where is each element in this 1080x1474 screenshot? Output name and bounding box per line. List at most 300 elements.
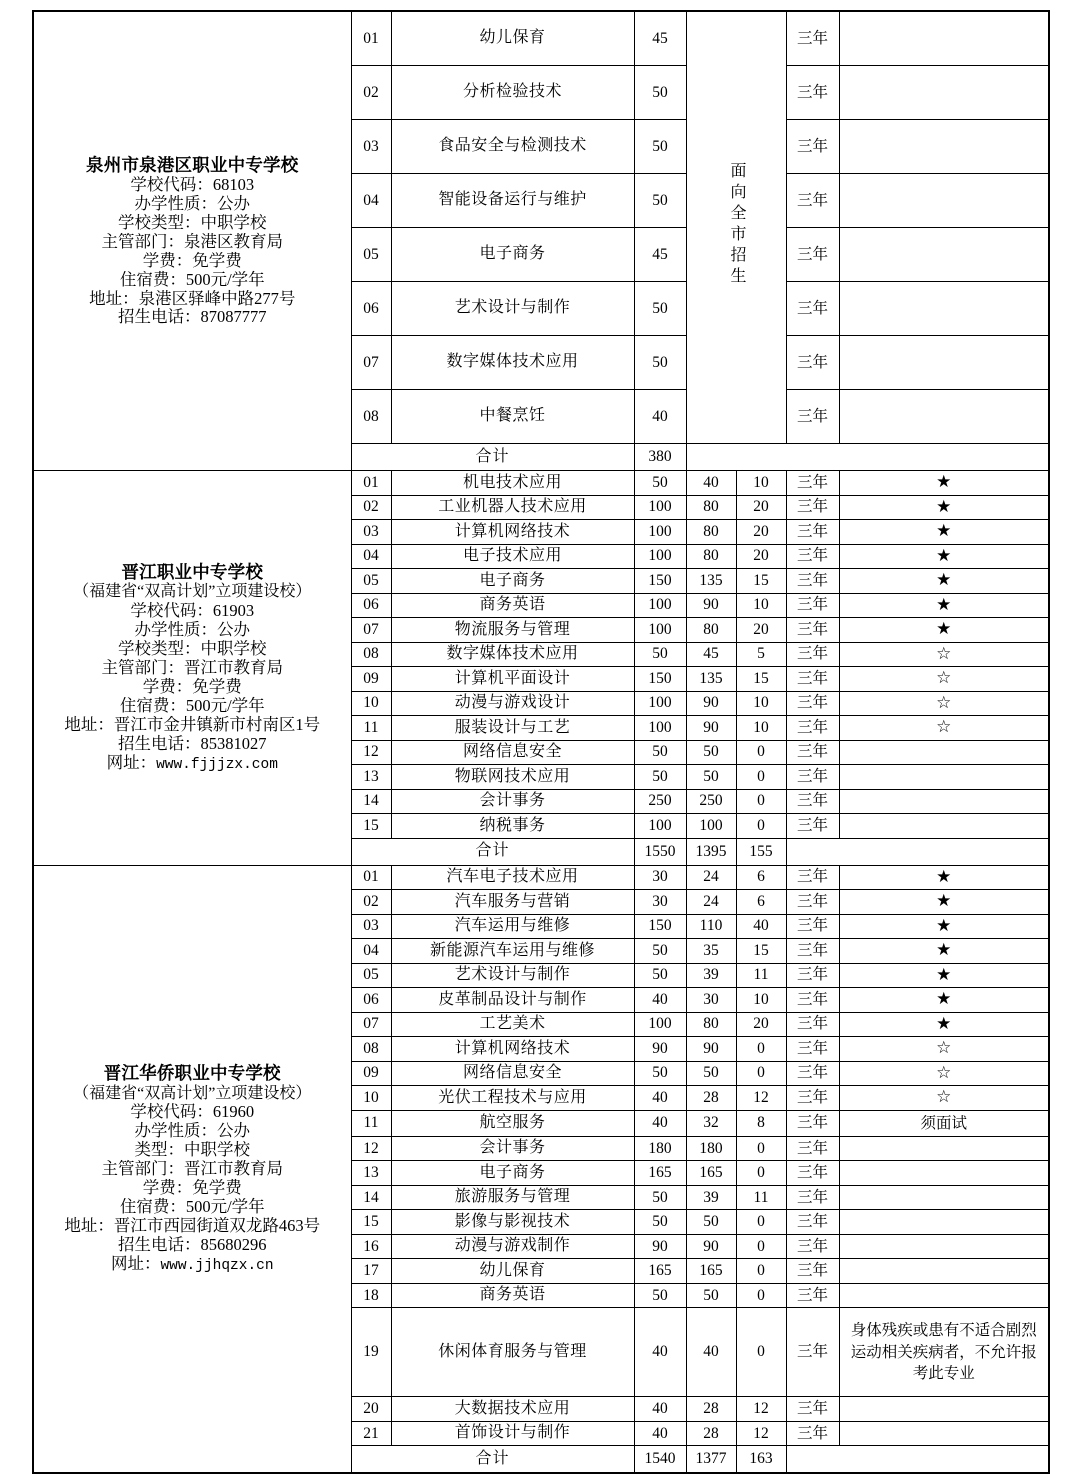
remark-cell [839,1210,1049,1235]
major-name-cell: 服装设计与工艺 [391,716,634,741]
study-length-cell: 三年 [786,593,839,618]
plan-vocational-cell: 15 [736,569,786,594]
major-code-cell: 02 [351,890,391,915]
school-detail-line: 地址：晋江市金井镇新市村南区1号 [64,714,321,734]
study-length-cell: 三年 [786,765,839,790]
star-open-icon: ☆ [936,668,952,688]
school-website [34,754,351,774]
major-code-cell: 07 [351,1012,391,1037]
remark-cell [839,228,1049,282]
plan-total-cell: 90 [634,1037,686,1062]
plan-vocational-cell: 0 [736,1210,786,1235]
plan-total-cell: 100 [634,544,686,569]
major-name-cell: 数字媒体技术应用 [391,642,634,667]
remark-cell [839,336,1049,390]
major-name-cell: 电子商务 [391,228,634,282]
school-subtitle: （福建省“双高计划”立项建设校） [73,583,312,601]
major-name-cell: 商务英语 [391,593,634,618]
school-detail-line: 招生电话：85680296 [118,1234,267,1254]
major-code-cell: 10 [351,1086,391,1111]
major-name-cell: 电子商务 [391,1161,634,1186]
plan-total-cell: 50 [634,1185,686,1210]
major-name-cell: 机电技术应用 [391,471,634,496]
plan-total-cell: 50 [634,282,686,336]
plan-total-cell: 40 [634,1421,686,1446]
school-detail-line: 学校代码：68103 [130,174,255,194]
major-name-cell: 休闲体育服务与管理 [391,1308,634,1397]
major-name-cell: 皮革制品设计与制作 [391,988,634,1013]
study-length-cell: 三年 [786,66,839,120]
major-code-cell: 09 [351,667,391,692]
remark-cell [839,890,1049,915]
study-length-cell: 三年 [786,1234,839,1259]
major-code-cell: 15 [351,814,391,839]
summary-blank-cell [786,838,1049,865]
major-code-cell: 03 [351,120,391,174]
major-name-cell: 工艺美术 [391,1012,634,1037]
remark-cell [839,939,1049,964]
major-name-cell: 纳税事务 [391,814,634,839]
major-name-cell: 会计事务 [391,789,634,814]
plan-vocational-cell: 10 [736,691,786,716]
major-code-cell: 01 [351,865,391,890]
plan-general-cell: 50 [686,740,736,765]
remark-cell [839,988,1049,1013]
star-filled-icon: ★ [936,521,952,541]
major-name-cell: 计算机网络技术 [391,520,634,545]
study-length-cell: 三年 [786,520,839,545]
remark-cell [839,1037,1049,1062]
plan-vocational-cell: 20 [736,1012,786,1037]
study-length-cell: 三年 [786,1037,839,1062]
admissions-plan-table [32,10,1050,1474]
plan-total-cell: 50 [634,66,686,120]
plan-general-cell: 24 [686,890,736,915]
star-open-icon: ☆ [936,1062,952,1082]
remark-cell [839,1397,1049,1422]
school-detail-line: 招生电话：87087777 [118,307,267,327]
star-filled-icon: ★ [936,545,952,565]
study-length-cell: 三年 [786,228,839,282]
plan-total-cell: 45 [634,11,686,66]
plan-general-cell: 135 [686,667,736,692]
major-code-cell: 04 [351,939,391,964]
remark-cell [839,1012,1049,1037]
plan-total-cell: 50 [634,939,686,964]
plan-total-cell: 100 [634,520,686,545]
major-name-cell: 汽车服务与营销 [391,890,634,915]
major-name-cell: 会计事务 [391,1136,634,1161]
school-detail-line: 主管部门：晋江市教育局 [101,657,283,677]
plan-vocational-cell: 6 [736,865,786,890]
major-name-cell: 数字媒体技术应用 [391,336,634,390]
major-name-cell: 汽车运用与维修 [391,914,634,939]
plan-general-cell: 135 [686,569,736,594]
major-code-cell: 21 [351,1421,391,1446]
school-detail-line: 学校代码：61960 [130,1101,255,1121]
school-detail-line: 主管部门：晋江市教育局 [101,1158,283,1178]
remark-cell [839,865,1049,890]
major-name-cell: 智能设备运行与维护 [391,174,634,228]
major-code-cell: 08 [351,1037,391,1062]
remark-cell [839,814,1049,839]
major-code-cell: 06 [351,988,391,1013]
study-length-cell: 三年 [786,1210,839,1235]
plan-vocational-cell: 10 [736,988,786,1013]
major-code-cell: 05 [351,228,391,282]
plan-total-cell: 100 [634,593,686,618]
remark-cell [839,390,1049,444]
plan-general-cell: 39 [686,1185,736,1210]
major-name-cell: 物联网技术应用 [391,765,634,790]
remark-cell [839,593,1049,618]
star-open-icon: ☆ [936,1087,952,1107]
plan-total-cell: 50 [634,740,686,765]
remark-cell [839,716,1049,741]
major-code-cell: 16 [351,1234,391,1259]
plan-general-cell: 30 [686,988,736,1013]
plan-total-cell: 40 [634,1086,686,1111]
plan-general-cell: 40 [686,1308,736,1397]
study-length-cell: 三年 [786,740,839,765]
plan-total-cell: 165 [634,1161,686,1186]
study-length-cell: 三年 [786,1397,839,1422]
study-length-cell: 三年 [786,716,839,741]
study-length-cell: 三年 [786,1161,839,1186]
plan-vocational-cell: 0 [736,1061,786,1086]
major-code-cell: 02 [351,66,391,120]
major-code-cell: 13 [351,765,391,790]
plan-vocational-cell: 20 [736,520,786,545]
plan-general-cell: 165 [686,1259,736,1284]
remark-cell [839,642,1049,667]
plan-total-cell: 100 [634,716,686,741]
star-open-icon: ☆ [936,643,952,663]
summary-total-cell: 380 [634,444,686,471]
plan-general-cell: 28 [686,1086,736,1111]
remark-cell [839,471,1049,496]
major-name-cell: 动漫与游戏制作 [391,1234,634,1259]
star-filled-icon: ★ [936,989,952,1009]
major-name-cell: 网络信息安全 [391,1061,634,1086]
major-code-cell: 04 [351,174,391,228]
plan-vocational-cell: 0 [736,1283,786,1308]
school-detail-line: 学费：免学费 [142,676,242,696]
remark-cell [839,789,1049,814]
school-website-url: www.jjhqzx.cn [160,1257,274,1274]
study-length-cell: 三年 [786,814,839,839]
study-length-cell: 三年 [786,544,839,569]
plan-general-cell: 110 [686,914,736,939]
table-body [33,11,1049,1473]
major-code-cell: 17 [351,1259,391,1284]
remark-cell [839,1283,1049,1308]
plan-total-cell: 150 [634,667,686,692]
plan-general-cell: 40 [686,471,736,496]
study-length-cell: 三年 [786,865,839,890]
remark-cell [839,1259,1049,1284]
remark-cell [839,1185,1049,1210]
major-name-cell: 影像与影视技术 [391,1210,634,1235]
study-length-cell: 三年 [786,1110,839,1136]
major-name-cell: 电子商务 [391,569,634,594]
study-length-cell: 三年 [786,691,839,716]
school-detail-line: 地址：泉港区驿峰中路277号 [89,288,296,308]
merged-scope-cell [686,11,786,444]
remark-cell [839,1421,1049,1446]
plan-vocational-cell: 12 [736,1397,786,1422]
plan-total-cell: 50 [634,963,686,988]
remark-cell [839,66,1049,120]
remark-cell [839,1136,1049,1161]
study-length-cell: 三年 [786,1012,839,1037]
major-code-cell: 08 [351,390,391,444]
major-code-cell: 19 [351,1308,391,1397]
plan-vocational-cell: 15 [736,939,786,964]
plan-total-cell: 40 [634,988,686,1013]
table-row [33,865,1049,890]
plan-total-cell: 30 [634,890,686,915]
school-detail-line: 办学性质：公办 [134,1120,250,1140]
major-code-cell: 11 [351,1110,391,1136]
remark-cell [839,1110,1049,1136]
remark-cell [839,282,1049,336]
plan-vocational-cell: 20 [736,618,786,643]
study-length-cell: 三年 [786,11,839,66]
plan-vocational-cell: 0 [736,1037,786,1062]
study-length-cell: 三年 [786,1259,839,1284]
major-name-cell: 计算机平面设计 [391,667,634,692]
table-row [33,471,1049,496]
school-detail-line: 学费：免学费 [142,250,242,270]
school-name: 晋江华侨职业中专学校 [103,1063,281,1084]
plan-vocational-cell: 8 [736,1110,786,1136]
summary-label-cell: 合计 [351,444,634,471]
plan-total-cell: 30 [634,865,686,890]
school-subtitle: （福建省“双高计划”立项建设校） [73,1084,312,1102]
major-name-cell: 物流服务与管理 [391,618,634,643]
school-detail-line: 学校代码：61903 [130,600,255,620]
major-name-cell: 计算机网络技术 [391,1037,634,1062]
plan-general-cell: 24 [686,865,736,890]
study-length-cell: 三年 [786,642,839,667]
school-detail-line: 主管部门：泉港区教育局 [101,231,283,251]
major-code-cell: 12 [351,1136,391,1161]
major-name-cell: 首饰设计与制作 [391,1421,634,1446]
plan-general-cell: 50 [686,765,736,790]
plan-total-cell: 50 [634,765,686,790]
remark-cell [839,667,1049,692]
plan-total-cell: 100 [634,691,686,716]
school-detail-line: 学校类型：中职学校 [118,212,267,232]
school-website-label: 网址： [106,752,157,772]
study-length-cell: 三年 [786,963,839,988]
major-code-cell: 13 [351,1161,391,1186]
plan-general-cell: 90 [686,691,736,716]
summary-total-cell: 1540 [634,1446,686,1474]
plan-vocational-cell: 0 [736,789,786,814]
major-name-cell: 中餐烹饪 [391,390,634,444]
plan-vocational-cell: 0 [736,1161,786,1186]
remark-cell [839,1161,1049,1186]
major-code-cell: 04 [351,544,391,569]
school-detail-line: 地址：晋江市西园街道双龙路463号 [64,1215,321,1235]
school-website-label: 网址： [110,1253,161,1273]
school-detail-line: 办学性质：公办 [134,619,250,639]
study-length-cell: 三年 [786,336,839,390]
plan-total-cell: 40 [634,1397,686,1422]
plan-general-cell: 80 [686,618,736,643]
plan-total-cell: 90 [634,1234,686,1259]
summary-label-cell: 合计 [351,1446,634,1474]
plan-vocational-cell: 20 [736,495,786,520]
star-filled-icon: ★ [936,619,952,639]
plan-vocational-cell: 0 [736,1308,786,1397]
major-name-cell: 幼儿保育 [391,11,634,66]
plan-general-cell: 180 [686,1136,736,1161]
major-name-cell: 分析检验技术 [391,66,634,120]
study-length-cell: 三年 [786,1185,839,1210]
merged-scope-label: 面向全市招生 [728,162,745,289]
plan-vocational-cell: 11 [736,1185,786,1210]
major-code-cell: 20 [351,1397,391,1422]
star-filled-icon: ★ [936,964,952,984]
plan-total-cell: 50 [634,642,686,667]
remark-cell [839,691,1049,716]
summary-general-cell: 1377 [686,1446,736,1474]
plan-total-cell: 45 [634,228,686,282]
plan-general-cell: 50 [686,1061,736,1086]
plan-total-cell: 50 [634,174,686,228]
school-detail-line: 类型：中职学校 [134,1139,250,1159]
school-website-url: www.fjjjzx.com [156,756,278,773]
study-length-cell: 三年 [786,1283,839,1308]
plan-total-cell: 100 [634,1012,686,1037]
table-row [33,11,1049,66]
study-length-cell: 三年 [786,1421,839,1446]
remark-cell [839,569,1049,594]
school-info-cell [33,865,351,1473]
plan-total-cell: 40 [634,1110,686,1136]
plan-vocational-cell: 40 [736,914,786,939]
remark-cell [839,740,1049,765]
major-code-cell: 08 [351,642,391,667]
major-name-cell: 旅游服务与管理 [391,1185,634,1210]
study-length-cell: 三年 [786,471,839,496]
plan-total-cell: 50 [634,471,686,496]
remark-cell [839,120,1049,174]
major-code-cell: 14 [351,789,391,814]
plan-general-cell: 90 [686,1037,736,1062]
plan-vocational-cell: 10 [736,716,786,741]
plan-vocational-cell: 11 [736,963,786,988]
plan-general-cell: 90 [686,593,736,618]
study-length-cell: 三年 [786,1136,839,1161]
star-filled-icon: ★ [936,940,952,960]
remark-cell [839,765,1049,790]
remark-cell [839,495,1049,520]
major-code-cell: 06 [351,593,391,618]
study-length-cell: 三年 [786,569,839,594]
summary-vocational-cell: 163 [736,1446,786,1474]
school-name: 泉州市泉港区职业中专学校 [86,154,299,175]
summary-label-cell: 合计 [351,838,634,865]
major-code-cell: 03 [351,520,391,545]
plan-general-cell: 80 [686,544,736,569]
major-name-cell: 食品安全与检测技术 [391,120,634,174]
plan-general-cell: 165 [686,1161,736,1186]
plan-general-cell: 35 [686,939,736,964]
plan-vocational-cell: 10 [736,471,786,496]
study-length-cell: 三年 [786,120,839,174]
plan-total-cell: 50 [634,1210,686,1235]
plan-general-cell: 90 [686,1234,736,1259]
plan-vocational-cell: 0 [736,1136,786,1161]
plan-vocational-cell: 6 [736,890,786,915]
study-length-cell: 三年 [786,495,839,520]
plan-total-cell: 250 [634,789,686,814]
study-length-cell: 三年 [786,988,839,1013]
school-detail-line: 学校类型：中职学校 [118,638,267,658]
major-name-cell: 网络信息安全 [391,740,634,765]
plan-vocational-cell: 0 [736,1259,786,1284]
star-open-icon: ☆ [936,1038,952,1058]
major-code-cell: 14 [351,1185,391,1210]
remark-cell [839,1061,1049,1086]
major-code-cell: 02 [351,495,391,520]
plan-vocational-cell: 20 [736,544,786,569]
remark-cell [839,914,1049,939]
major-name-cell: 艺术设计与制作 [391,963,634,988]
plan-total-cell: 150 [634,914,686,939]
school-info-cell [33,11,351,471]
star-filled-icon: ★ [936,891,952,911]
plan-total-cell: 100 [634,814,686,839]
plan-total-cell: 40 [634,1308,686,1397]
plan-vocational-cell: 12 [736,1086,786,1111]
plan-general-cell: 50 [686,1283,736,1308]
star-filled-icon: ★ [936,1013,952,1033]
school-detail-line: 办学性质：公办 [134,193,250,213]
remark-cell [839,11,1049,66]
star-open-icon: ☆ [936,692,952,712]
plan-total-cell: 100 [634,618,686,643]
plan-total-cell: 100 [634,495,686,520]
school-website [34,1255,351,1275]
study-length-cell: 三年 [786,390,839,444]
star-open-icon: ☆ [936,717,952,737]
star-filled-icon: ★ [936,570,952,590]
plan-general-cell: 90 [686,716,736,741]
plan-vocational-cell: 10 [736,593,786,618]
study-length-cell: 三年 [786,914,839,939]
study-length-cell: 三年 [786,890,839,915]
school-detail-line: 学费：免学费 [142,1177,242,1197]
major-code-cell: 06 [351,282,391,336]
study-length-cell: 三年 [786,789,839,814]
summary-total-cell: 1550 [634,838,686,865]
study-length-cell: 三年 [786,174,839,228]
major-code-cell: 01 [351,11,391,66]
major-code-cell: 12 [351,740,391,765]
major-code-cell: 07 [351,618,391,643]
major-code-cell: 05 [351,569,391,594]
major-code-cell: 18 [351,1283,391,1308]
major-name-cell: 光伏工程技术与应用 [391,1086,634,1111]
plan-general-cell: 28 [686,1421,736,1446]
major-name-cell: 艺术设计与制作 [391,282,634,336]
major-code-cell: 15 [351,1210,391,1235]
